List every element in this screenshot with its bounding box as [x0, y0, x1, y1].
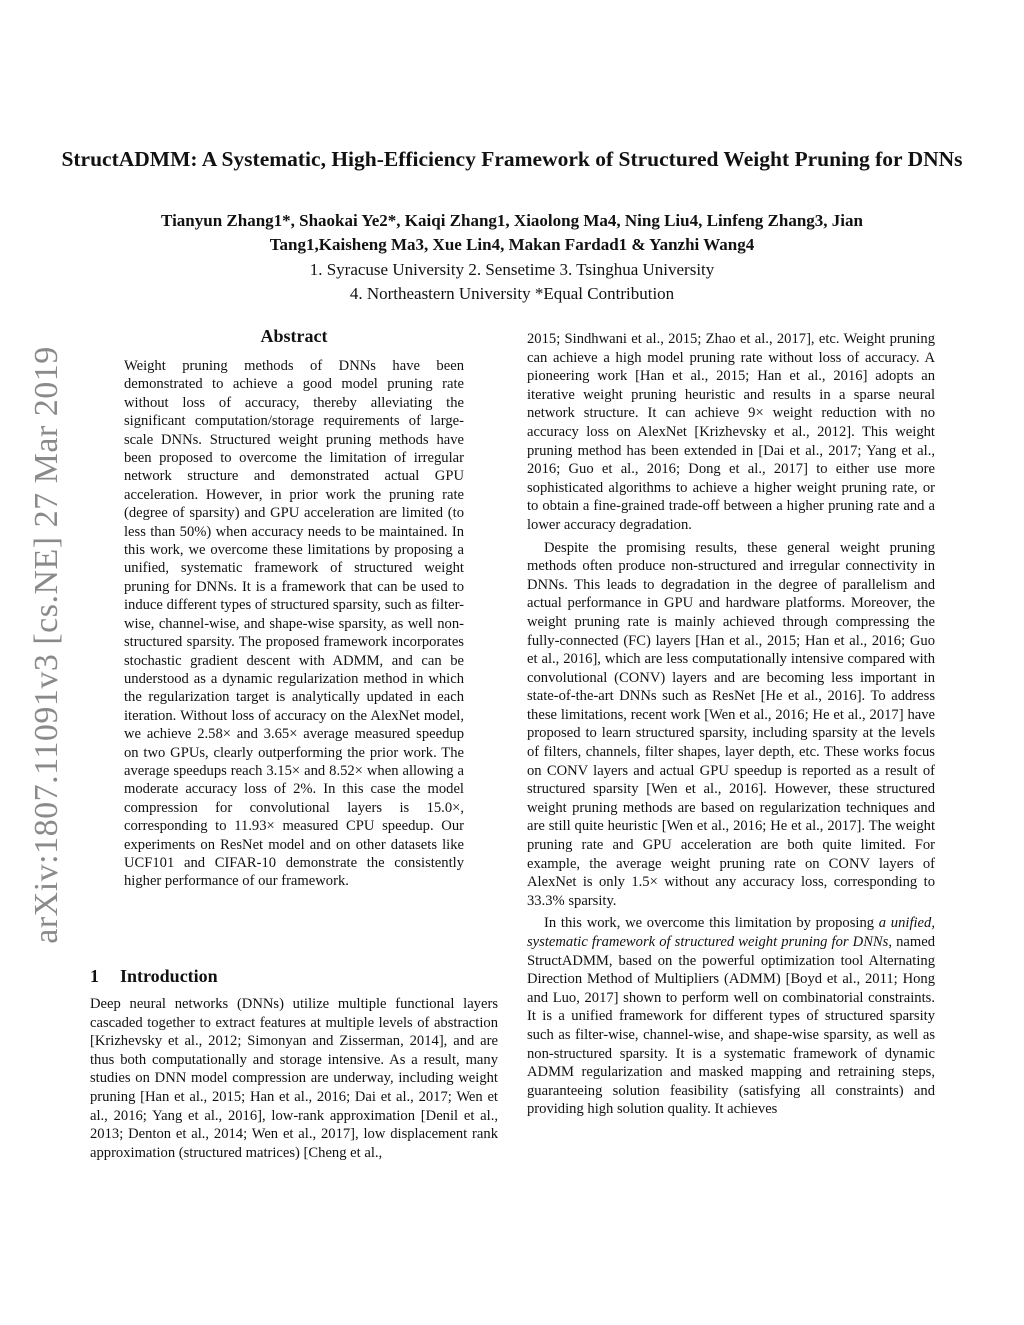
- author-list: [60, 209, 964, 257]
- arxiv-identifier: arXiv:1807.11091v3 [cs.NE] 27 Mar 2019: [28, 346, 65, 944]
- authors-line-2: Tang1,Kaisheng Ma3, Xue Lin4, Makan Fardad1 & Yanzhi Wang4: [269, 235, 755, 254]
- paragraph-lead: In this work, we overcome this limitation by proposing: [544, 915, 879, 932]
- abstract-heading: Abstract: [260, 326, 328, 346]
- section-title: Introduction: [120, 966, 218, 986]
- intro-paragraph-3: [527, 914, 935, 1119]
- affiliations: [60, 258, 964, 306]
- section-number: 1: [90, 966, 99, 986]
- right-column-body: [527, 330, 935, 1119]
- emphasized-phrase: a unified, systematic framework of structured weight pruning for DNNs: [527, 915, 935, 950]
- intro-paragraph-2: Despite the promising results, these general weight pruning methods often produce non-structured and irregular connectivity in DNNs. This leads to degradation in the degree of parallelism and actual performance in GPU and hardware platforms. Moreover, the weight pruning rate is mainly achieved through compressing the fully-connected (FC) layers [Han et al., 2015; Han et al., 2016; Guo et al., 2016], which are less computationally intensive compared with convolutional (CONV) layers and are becoming less important in state-of-the-art DNNs such as ResNet [He et al., 2016]. To address these limitations, recent work [Wen et al., 2016; He et al., 2017] have proposed to learn structured sparsity, including sparsity at the levels of filters, channels, filter shapes, layer depth, etc. These works focus on CONV layers and actual GPU speedup is reported as a result of structured sparsity [Wen et al., 2016]. However, these structured weight pruning methods are based on regularization techniques and are still quite heuristic [Wen et al., 2016; He et al., 2017]. The weight pruning rate and GPU acceleration are both quite limited. For example, the average weight pruning rate on CONV layers of AlexNet is only 1.5× without any accuracy loss, corresponding to 33.3% sparsity.: [527, 539, 935, 909]
- paper-title: StructADMM: A Systematic, High-Efficiency Framework of Structured Weight Pruning for DNNs: [61, 147, 963, 171]
- section-heading-introduction: [90, 966, 490, 987]
- affiliations-line-2: 4. Northeastern University *Equal Contribution: [349, 284, 675, 303]
- abstract-body: Weight pruning methods of DNNs have been demonstrated to achieve a good model pruning rate without loss of accuracy, thereby alleviating the significant computation/storage requirements of large-scale DNNs. Structured weight pruning methods have been proposed to overcome the limitation of irregular network structure and demonstrated actual GPU acceleration. However, in prior work the pruning rate (degree of sparsity) and GPU acceleration are limited (to less than 50%) when accuracy needs to be maintained. In this work, we overcome these limitations by proposing a unified, systematic framework of structured weight pruning for DNNs. It is a framework that can be used to induce different types of structured sparsity, such as filter-wise, channel-wise, and shape-wise sparsity, as well non-structured sparsity. The proposed framework incorporates stochastic gradient descent with ADMM, and can be understood as a dynamic regularization method in which the regularization target is analytically updated in each iteration. Without loss of accuracy on the AlexNet model, we achieve 2.58× and 3.65× average measured speedup on two GPUs, clearly outperforming the prior work. The average speedups reach 3.15× and 8.52× when allowing a moderate accuracy loss of 2%. In this case the model compression for convolutional layers is 15.0×, corresponding to 11.93× measured CPU speedup. Our experiments on ResNet model and on other datasets like UCF101 and CIFAR-10 demonstrate the consistently higher performance of our framework.: [124, 358, 464, 890]
- authors-line-1: Tianyun Zhang1*, Shaokai Ye2*, Kaiqi Zhang1, Xiaolong Ma4, Ning Liu4, Linfeng Zhang3, Jian: [161, 211, 863, 230]
- affiliations-line-1: 1. Syracuse University 2. Sensetime 3. Tsinghua University: [309, 260, 715, 279]
- intro-paragraph-1: Deep neural networks (DNNs) utilize multiple functional layers cascaded together to extract features at multiple levels of abstraction [Krizhevsky et al., 2012; Simonyan and Zisserman, 2014], and are thus both computationally and storage intensive. As a result, many studies on DNN model compression are underway, including weight pruning [Han et al., 2015; Han et al., 2016; Dai et al., 2017; Wen et al., 2016; Yang et al., 2016], low-rank approximation [Denil et al., 2013; Denton et al., 2014; Wen et al., 2017], low displacement rank approximation (structured matrices) [Cheng et al.,: [90, 996, 498, 1161]
- left-column-body: [90, 995, 498, 1162]
- paragraph-rest: , named StructADMM, based on the powerful optimization tool Alternating Direction Method of Multipliers (ADMM) [Boyd et al., 2011; Hong and Luo, 2017] shown to perform well on combinatorial constraints. It is a unified framework for different types of structured sparsity such as filter-wise, channel-wise, and shape-wise sparsity, as well as non-structured sparsity. It is a systematic framework of dynamic ADMM regularization and masked mapping and retraining steps, guaranteeing solution feasibility (satisfying all constraints) and providing high solution quality. It achieves: [527, 934, 936, 1118]
- intro-paragraph-continued: 2015; Sindhwani et al., 2015; Zhao et al., 2017], etc. Weight pruning can achieve a high model pruning rate without loss of accuracy. A pioneering work [Han et al., 2015; Han et al., 2016] adopts an iterative weight pruning heuristic and results in a sparse neural network structure. It can achieve 9× weight reduction with no accuracy loss on AlexNet [Krizhevsky et al., 2012]. This weight pruning method has been extended in [Dai et al., 2017; Yang et al., 2016; Guo et al., 2016; Dong et al., 2017] to either use more sophisticated algorithms to achieve a higher weight pruning rate, or to obtain a fine-grained trade-off between a higher pruning rate and a lower accuracy degradation.: [527, 331, 935, 533]
